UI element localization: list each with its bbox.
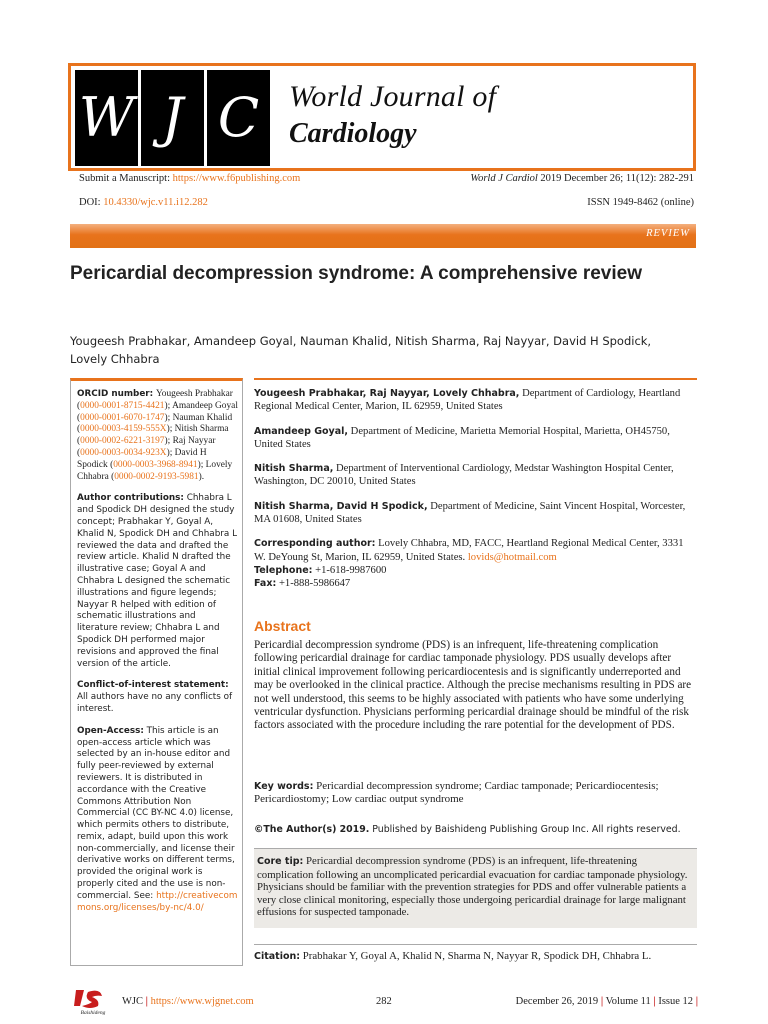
orcid-link[interactable]: 0000-0002-6221-3197 <box>80 436 165 447</box>
affiliation-text: Department of Cardiology, Heartland Regional Medical Center, Marion, IL 62959, United States <box>254 388 681 413</box>
footer-separator: | <box>600 996 604 1007</box>
affiliation <box>254 425 697 452</box>
orcid-name: Nitish Sharma <box>174 424 229 435</box>
orcid-label: ORCID number: <box>77 389 154 399</box>
contrib-text: Chhabra L and Spodick DH designed the study concept; Prabhakar Y, Goyal A, Khalid N, Spodick DH and Chhabra L reviewed the data and drafted the review article. Khalid N drafted the illustrative case; Goyal A and Chhabra L designed the schematic illustrations and figure legends; Nayyar R helped with edition of schematic illustrations and literature review; Chhabra L and Spodick DH performed major revisions and approved the final version of the article. <box>77 493 237 669</box>
author-list: Yougeesh Prabhakar, Amandeep Goyal, Nauman Khalid, Nitish Sharma, Raj Nayyar, David H Spodick, Lovely Chhabra <box>70 334 652 366</box>
footer-date: December 26, 2019 <box>515 996 599 1007</box>
footer-left <box>122 996 254 1007</box>
affiliation-text: Department of Medicine, Saint Vincent Hospital, Worcester, MA 01608, United States <box>254 500 686 526</box>
conflict-text: All authors have no any conflicts of interest. <box>77 692 233 714</box>
submit-link[interactable]: https://www.f6publishing.com <box>172 173 301 184</box>
correspondence-label: Corresponding author: <box>254 538 376 550</box>
telephone-label: Telephone: <box>254 564 313 576</box>
copyright-bold: ©The Author(s) 2019. <box>254 824 370 835</box>
affiliation-names: Amandeep Goyal, <box>254 425 349 437</box>
orcid-link[interactable]: 0000-0001-6070-1747 <box>80 412 165 423</box>
contrib-label: Author contributions: <box>77 493 184 504</box>
oa-text: This article is an open-access article which was selected by an in-house editor and fully peer-reviewed by external reviewers. It is distributed in accordance with the Creative Commons Attribution Non Commercial (CC BY-NC 4.0) license, which permits others to distribute, remix, adapt, build upon this work non-commercially, and license their derivative works on different terms, provided the original work is properly cited and the use is non-commercial. See: <box>77 725 235 901</box>
orcid-link[interactable]: 0000-0001-8715-4421 <box>80 400 165 411</box>
affiliation-names: Nitish Sharma, David H Spodick, <box>254 500 428 512</box>
footer-url[interactable]: https://www.wjgnet.com <box>150 996 254 1007</box>
publisher-logo-text: Baishideng <box>80 1010 106 1016</box>
open-access-section <box>77 726 238 915</box>
copyright <box>254 824 681 835</box>
footer-volume: Volume 11 <box>605 996 651 1007</box>
affiliation <box>254 500 697 527</box>
journal-abbrev: World J Cardiol <box>470 173 538 184</box>
section-bar <box>70 224 696 248</box>
affiliations <box>254 387 697 591</box>
fax-label: Fax: <box>254 578 277 590</box>
citation-rule <box>254 944 697 945</box>
citation <box>254 950 697 962</box>
footer-separator: | <box>653 996 656 1007</box>
email-link[interactable]: lovids@hotmail.com <box>467 551 557 563</box>
orcid-name: Nauman Khalid <box>172 412 233 423</box>
doi-label: DOI: <box>79 197 101 208</box>
footer-journal: WJC <box>122 996 143 1007</box>
orcid-link[interactable]: 0000-0003-0034-923X <box>80 447 167 458</box>
orcid-list: Yougeesh Prabhakar (0000-0001-8715-4421); Amandeep Goyal (0000-0001-6070-1747); Nauman Khalid (0000-0003-4159-555X); Nitish Sharma (0000-0002-6221-3197); Raj Nayyar (0000-0003-0034-923X); David H Spodick (0000-0003-3968-8941); Lovely Chhabra (0000-0002-9193-5981). <box>77 389 238 482</box>
column-rule <box>254 378 697 380</box>
abstract-heading: Abstract <box>254 618 311 634</box>
logo-letter-c: C <box>207 70 270 166</box>
issn: ISSN 1949-8462 (online) <box>587 197 694 208</box>
publisher-logo-icon <box>70 986 116 1016</box>
orcid-link[interactable]: 0000-0002-9193-5981 <box>114 471 199 482</box>
affiliation <box>254 462 697 489</box>
orcid-link[interactable]: 0000-0003-4159-555X <box>80 424 167 435</box>
orcid-link[interactable]: 0000-0003-3968-8941 <box>113 459 198 470</box>
orcid-name: Lovely Chhabra <box>77 459 233 482</box>
affiliation-names: Yougeesh Prabhakar, Raj Nayyar, Lovely Chhabra, <box>254 388 520 399</box>
conflict-label: Conflict-of-interest statement: <box>77 680 229 691</box>
issue-date: 2019 December 26; 11(12): 282-291 <box>540 173 694 184</box>
correspondence-text: Lovely Chhabra, MD, FACC, Heartland Regional Medical Center, 3331 W. DeYoung St, Marion, IL 62959, United States. <box>254 538 684 563</box>
copyright-rest: Published by Baishideng Publishing Group Inc. All rights reserved. <box>372 824 681 835</box>
affiliation-names: Nitish Sharma, <box>254 463 334 475</box>
orcid-name: David H Spodick <box>77 447 207 470</box>
submit-label: Submit a Manuscript: <box>79 173 170 184</box>
orcid-name: Raj Nayyar <box>172 436 216 447</box>
citation-text: Prabhakar Y, Goyal A, Khalid N, Sharma N, Nayyar R, Spodick DH, Chhabra L. <box>302 950 652 962</box>
citation-label: Citation: <box>254 951 301 962</box>
orcid-name: Yougeesh Prabhakar <box>155 389 233 399</box>
correspondence <box>254 537 697 590</box>
affiliation-text: Department of Interventional Cardiology, Medstar Washington Hospital Center, Washington, DC 20010, United States <box>254 463 674 488</box>
article-title: Pericardial decompression syndrome: A comprehensive review <box>70 263 642 284</box>
orcid-section <box>77 389 238 483</box>
license-link[interactable]: http://creativecommons.org/licenses/by-nc/4.0/ <box>77 890 238 913</box>
doi-line <box>79 197 208 208</box>
keywords-text: Pericardial decompression syndrome; Cardiac tamponade; Pericardiocentesis; Pericardiostomy; Low cardiac output syndrome <box>254 780 659 806</box>
conflict-section <box>77 680 238 715</box>
footer-right <box>516 996 698 1007</box>
contributions-section <box>77 493 238 670</box>
journal-name-line1: World Journal of <box>289 80 497 113</box>
orcid-name: Amandeep Goyal <box>172 400 238 411</box>
core-tip-box <box>254 848 697 928</box>
section-label: REVIEW <box>646 228 690 239</box>
logo-letter-w: W <box>75 70 138 166</box>
sidebar-info-box <box>70 378 243 966</box>
page-number: 282 <box>376 996 392 1007</box>
doi-link[interactable]: 10.4330/wjc.v11.i12.282 <box>103 197 208 208</box>
keywords <box>254 780 697 807</box>
core-tip-text: Pericardial decompression syndrome (PDS) is an infrequent, life-threatening complication following an uncomplicated pericardial evacuation for cardiac tamponade physiology. Physicians should be familiar with the prevention strategies for PDS and offer vulnerable patients a very close clinical monitoring, especially those undergoing pericardial drainage for large malignant effusions for suspected tamponade. <box>257 855 688 918</box>
affiliation <box>254 387 697 414</box>
affiliation-text: Department of Medicine, Marietta Memorial Hospital, Marietta, OH45750, United States <box>254 425 670 450</box>
logo-letter-j: J <box>141 70 204 166</box>
journal-name-line2: Cardiology <box>289 118 417 149</box>
footer-issue: Issue 12 <box>658 996 694 1007</box>
abstract-body: Pericardial decompression syndrome (PDS) is an infrequent, life-threatening complication following pericardial drainage for cardiac tamponade physiology. PDS usually develops after initial clinical improvement following pericardiocentesis and is significantly underreported and may be overlooked in the clinical practice. Although the precise mechanisms resulting in PDS are not well understood, this seems to be highly associated with patients who have some underlying ventricular dysfunction. Physicians performing pericardial drainage should be mindful of the risk factors associated with the procedure including the rare potential for the development of PDS. <box>254 639 692 732</box>
keywords-label: Key words: <box>254 781 314 792</box>
core-tip-label: Core tip: <box>257 856 304 867</box>
telephone-value: +1-618-9987600 <box>315 564 387 576</box>
fax-value: +1-888-5986647 <box>278 578 351 590</box>
footer-separator: | <box>145 996 148 1007</box>
oa-label: Open-Access: <box>77 725 144 736</box>
citation-short <box>470 173 694 184</box>
submit-line <box>79 173 300 184</box>
footer-separator: | <box>695 996 698 1007</box>
